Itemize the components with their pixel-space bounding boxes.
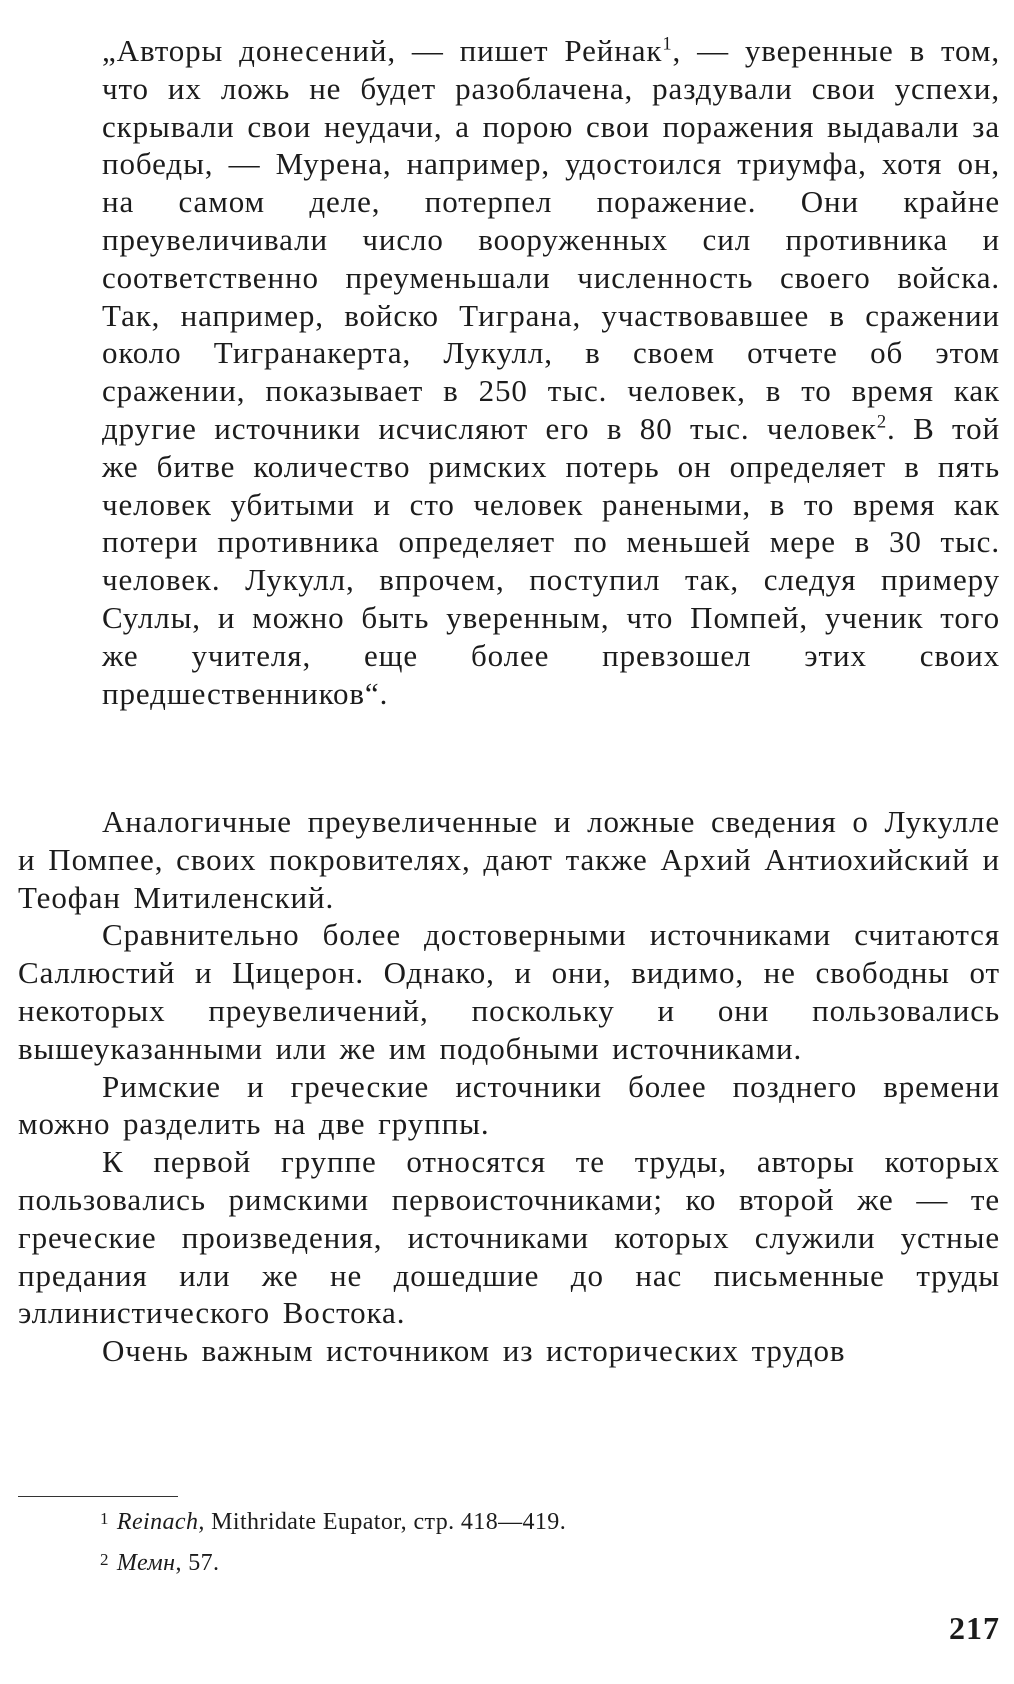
quote-paragraph xyxy=(102,32,1000,712)
body-text xyxy=(18,803,1000,1370)
footnote xyxy=(100,1541,900,1582)
footnote-author: Reinach, xyxy=(116,1509,205,1535)
footnote-ref-1: 1 xyxy=(662,33,673,55)
paragraph: Очень важным источником из исторических трудов xyxy=(102,1333,846,1369)
footnote xyxy=(100,1500,900,1541)
paragraph: К первой группе относятся те труды, авторы которых пользовались римскими первоисточниками; ко второй же — те греческие произведения, источниками которых служили устные предания или же не дошедшие до нас письменные труды эллинистического Востока. xyxy=(18,1144,1000,1331)
footnote-separator xyxy=(18,1496,178,1497)
footnotes xyxy=(100,1500,900,1582)
quote-text-part3: . В той же битве количество римских потерь он определяет в пять человек убитыми и сто человек ранеными, в то время как потери противника определяет по меньшей мере в 30 тыс. человек. Лукулл, впрочем, поступил так, следуя примеру Суллы, и можно быть уверенным, что Помпей, ученик того же учителя, еще более превзошел этих своих предшественников“. xyxy=(102,410,1000,711)
page-number: 217 xyxy=(949,1610,1000,1646)
paragraph: Римские и греческие источники более позднего времени можно разделить на две группы. xyxy=(18,1068,1000,1142)
footnote-text: , 57. xyxy=(175,1550,220,1576)
quote-text-part2: , — уверенные в том, что их ложь не будет разоблачена, раздували свои успехи, скрывали свои неудачи, а порою свои поражения выдавали за победы, — Мурена, например, удостоился триумфа, хотя он, на самом деле, потерпел поражение. Они крайне преувеличивали число вооруженных сил противника и соответственно преуменьшали численность своего войска. Так, например, войско Тиграна, участвовавшее в сражении около Тигранакерта, Лукулл, в своем отчете об этом сражении, показывает в 250 тыс. человек, в то время как другие источники исчисляют его в 80 тыс. человек xyxy=(102,33,1000,446)
paragraph: Аналогичные преувеличенные и ложные сведения о Лукулле и Помпее, своих покровителях, дают также Архий Антиохийский и Теофан Митиленский. xyxy=(18,804,1000,915)
quote-text-part1: „Авторы донесений, — пишет Рейнак xyxy=(102,33,663,68)
footnote-ref-2: 2 xyxy=(876,411,888,433)
paragraph: Сравнительно более достоверными источниками считаются Саллюстий и Цицерон. Однако, и они, видимо, не свободны от некоторых преувеличений, поскольку и они пользовались вышеуказанными или же им подобными источниками. xyxy=(18,917,1000,1066)
footnote-text: Mithridate Eupator, стр. 418—419. xyxy=(204,1509,567,1535)
footnote-number: 2 xyxy=(100,1550,109,1569)
footnote-author: Мемн xyxy=(116,1550,176,1576)
footnote-number: 1 xyxy=(100,1509,109,1528)
